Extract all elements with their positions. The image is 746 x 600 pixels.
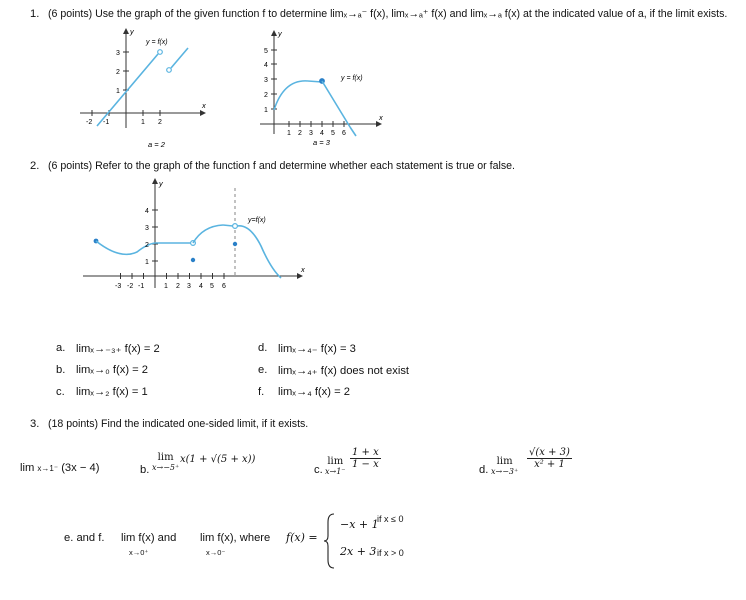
q3c-denominator: 1 − x [352, 459, 379, 470]
x-tick-4: 4 [320, 130, 324, 137]
q2-isolated-dot [191, 258, 195, 262]
y-tick-2: 2 [116, 69, 120, 76]
q3ef-label: e. and f. [64, 532, 105, 544]
y-tick-5: 5 [264, 48, 268, 55]
x-tick-neg1: -1 [103, 119, 110, 126]
q2-statement-d-letter: d. [258, 342, 268, 354]
q2-statement-f-letter: f. [258, 386, 265, 398]
q2-filled-dot-x4 [233, 242, 237, 246]
q3ef-lim2: lim f(x), where [200, 532, 271, 544]
q3c-limit [325, 456, 346, 476]
y-tick-3: 3 [145, 225, 149, 232]
y-tick-2: 2 [145, 242, 149, 249]
q2-text: (6 points) Refer to the graph of the function f and determine whether each statement is true or false. [48, 160, 515, 172]
q3d-numerator: √(x + 3) [529, 447, 570, 458]
q1-number: 1. [30, 8, 40, 20]
graph1-open-circle-left [158, 50, 163, 55]
q3ef-sub1: x→0⁺ [129, 548, 149, 557]
q1-graph1 [75, 24, 215, 152]
q2-statement-c-letter: c. [56, 386, 65, 398]
graph1-line-left [97, 54, 158, 126]
q3d-letter: d. [479, 464, 489, 476]
q3d-fraction [527, 447, 572, 470]
x-tick-neg1: -1 [138, 283, 145, 290]
q2-statement-b-letter: b. [56, 364, 66, 376]
q3a-limit [20, 462, 99, 474]
x-tick-3: 3 [187, 283, 191, 290]
x-axis-label: x [202, 101, 206, 110]
x-tick-1: 1 [287, 130, 291, 137]
graph1-caption: a = 2 [148, 140, 165, 149]
q3a-sub: x→1⁻ [37, 464, 59, 473]
q3c-lim: lim [327, 456, 344, 467]
graph2-curve [274, 81, 308, 110]
piecewise-brace [322, 512, 336, 570]
x-tick-neg2: -2 [127, 283, 134, 290]
q2-statement-f: limₓ→₄ f(x) = 2 [278, 386, 350, 398]
y-tick-3: 3 [116, 50, 120, 57]
q3ef-case2-cond: if x > 0 [377, 548, 404, 558]
q3d-denominator: x² + 1 [534, 459, 565, 470]
q2-statement-a: limₓ→₋₃₊ f(x) = 2 [76, 343, 160, 355]
q2-open-circle-top [233, 224, 238, 229]
y-axis-label: y [130, 27, 134, 36]
q3ef-lim1: lim f(x) and [121, 532, 177, 544]
q3b-limit [152, 452, 179, 472]
func-label: y = f(x) [341, 75, 363, 82]
q2-curve-right [237, 226, 281, 278]
q3ef-case1-cond: if x ≤ 0 [377, 514, 404, 524]
q2-curve-mid [193, 225, 223, 243]
x-axis-arrow [200, 110, 206, 116]
q3-number: 3. [30, 418, 40, 430]
graph1-line-right [171, 48, 188, 68]
x-tick-1: 1 [164, 283, 168, 290]
q1-text: (6 points) Use the graph of the given function f to determine limₓ→ₐ⁻ f(x), limₓ→ₐ⁺ f(x) and limₓ→ₐ f(x) at the indicated value of a, if the limit exists. [48, 8, 728, 20]
y-axis-arrow [271, 30, 277, 36]
y-tick-3: 3 [264, 77, 268, 84]
q2-statement-c: limₓ→₂ f(x) = 1 [76, 386, 148, 398]
q3c-numerator: 1 + x [352, 447, 379, 458]
q3-text: (18 points) Find the indicated one-sided limit, if it exists. [48, 418, 309, 430]
y-axis-arrow [123, 28, 129, 34]
q3a-lim: lim [20, 462, 35, 474]
q2-number: 2. [30, 160, 40, 172]
q3ef-case2-expr: 2x + 3 [340, 545, 377, 558]
q3c-fraction [350, 447, 381, 470]
q3b-lim: lim [157, 452, 174, 463]
func-label: y = f(x) [146, 39, 168, 46]
q2-curve-mid-end [223, 225, 233, 226]
q1-graph2 [252, 24, 392, 152]
q3ef-case1-expr: −x + 1 [340, 518, 379, 531]
x-tick-2: 2 [158, 119, 162, 126]
q2-statement-d: limₓ→₄₋ f(x) = 3 [278, 343, 356, 355]
x-tick-3: 3 [309, 130, 313, 137]
q2-statement-e-letter: e. [258, 364, 268, 376]
q3ef-fx: f(x) = [286, 531, 318, 544]
y-tick-4: 4 [145, 208, 149, 215]
q3b-letter: b. [140, 464, 150, 476]
x-tick-4: 4 [199, 283, 203, 290]
q3c-letter: c. [314, 464, 323, 476]
q2-statement-e: limₓ→₄₊ f(x) does not exist [278, 365, 410, 377]
y-tick-1: 1 [264, 107, 268, 114]
q3d-limit [491, 456, 518, 476]
q3d-sub: x→−3⁺ [491, 467, 519, 476]
q2-statement-a-letter: a. [56, 342, 66, 354]
y-tick-1: 1 [145, 259, 149, 266]
x-axis-label: x [379, 113, 383, 122]
q3c-sub: x→1⁻ [325, 467, 346, 476]
q3d-lim: lim [496, 456, 513, 467]
x-tick-1: 1 [141, 119, 145, 126]
x-tick-5: 5 [331, 130, 335, 137]
graph2-line-tail [350, 127, 356, 136]
y-tick-1: 1 [116, 88, 120, 95]
x-tick-5: 5 [210, 283, 214, 290]
x-tick-2: 2 [298, 130, 302, 137]
q3b-sub: x→−5⁺ [152, 463, 180, 472]
graph1-open-circle-right [167, 68, 172, 73]
graph2-caption: a = 3 [313, 138, 330, 147]
x-tick-6: 6 [342, 130, 346, 137]
q3b-expr: x(1 + √(5 + x)) [180, 454, 256, 465]
x-tick-6: 6 [222, 283, 226, 290]
q3a-expr: (3x − 4) [61, 462, 100, 474]
graph2-line-down [322, 81, 350, 127]
q2-graph [75, 174, 315, 302]
x-tick-neg2: -2 [86, 119, 93, 126]
q3ef-sub2: x→0⁻ [206, 548, 226, 557]
y-axis-label: y [159, 179, 163, 188]
x-axis-label: x [301, 265, 305, 274]
y-tick-4: 4 [264, 62, 268, 69]
y-tick-2: 2 [264, 92, 268, 99]
x-tick-2: 2 [176, 283, 180, 290]
y-axis-arrow [152, 178, 158, 184]
q2-statement-b: limₓ→₀ f(x) = 2 [76, 364, 149, 376]
func-label: y=f(x) [248, 217, 266, 224]
y-axis-label: y [278, 29, 282, 38]
x-tick-neg3: -3 [115, 283, 122, 290]
